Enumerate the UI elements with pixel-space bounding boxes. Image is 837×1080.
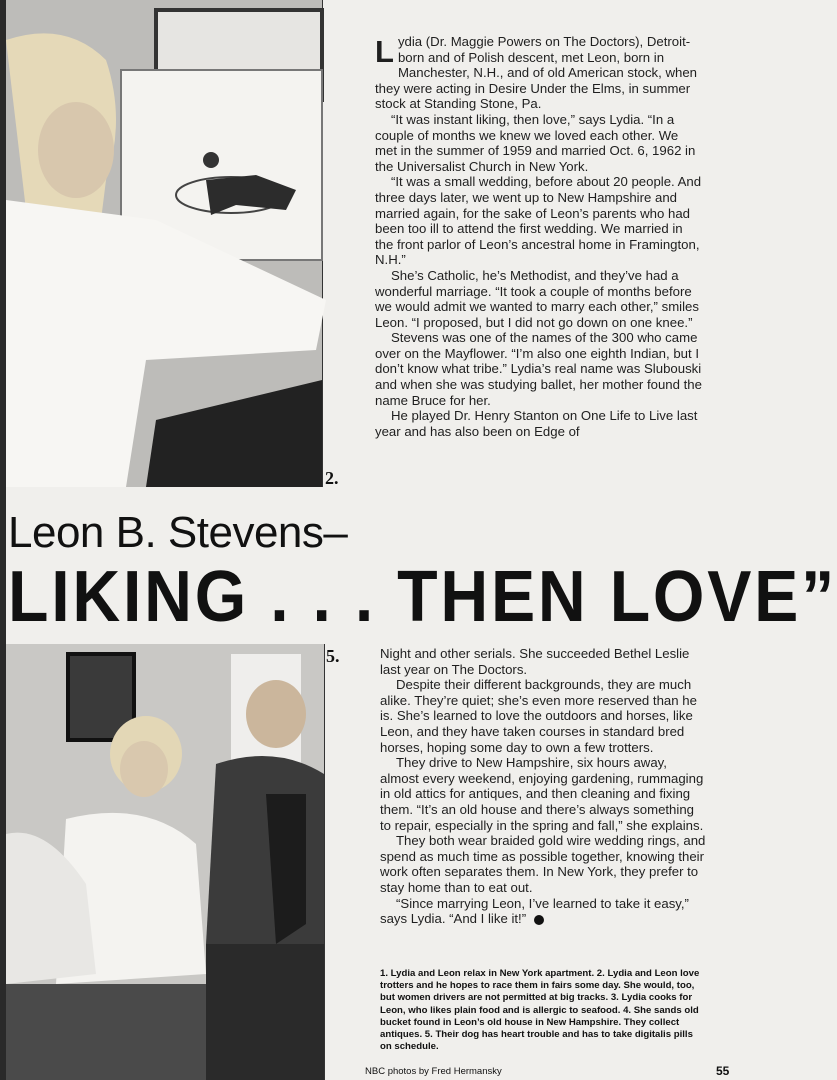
photo-bottom-number: 5. <box>326 646 340 666</box>
photo-caption: 1. Lydia and Leon relax in New York apartment. 2. Lydia and Leon love trotters and he hopes to race them in fairs some day. She would, too, but women drivers are not permitted at big tracks. 3. Lydia cooks for Leon, who likes plain food and is allergic to seafood. 4. She sands old bucket found in Leon’s old house in New Hampshire. They collect antiques. 5. Their dog has heart trouble and has to take digitalis pills on schedule. <box>380 968 700 1053</box>
headline-subtitle: Leon B. Stevens– <box>8 508 348 557</box>
paragraph: “It was a small wedding, before about 20 people. And three days later, we went up to New Hampshire and married again, for the sake of Leon’s parents who had been too ill to attend the first wedding. We married in the front parlor of Leon’s ancestral home in Framington, N.H.” <box>375 174 702 268</box>
photo-illustration <box>6 0 322 487</box>
paragraph: Despite their different backgrounds, they are much alike. They’re quiet; she’s even more reserved than he is. She’s learned to love the outdoors and horses, like Leon, and they have taken courses in standard bred horses, hoping some day to own a few trotters. <box>380 677 697 755</box>
article-column-bottom <box>380 646 706 927</box>
paragraph: They drive to New Hampshire, six hours away, almost every weekend, enjoying gardening, rummaging in old attics for antiques, and then cleaning and fixing them. “It’s an old house and there’s always something to repair, especially in the spring and fall,” she explains. <box>380 755 704 833</box>
end-mark-icon <box>534 915 544 925</box>
photo-couple-with-dog <box>6 644 325 1080</box>
paragraph: They both wear braided gold wire wedding rings, and spend as much time as possible together, knowing their work often separates them. In New York, they prefer to stay home than to eat out. <box>380 833 706 895</box>
paragraph-closing <box>380 896 706 927</box>
dropcap: L <box>375 34 394 69</box>
paragraph-text: ydia (Dr. Maggie Powers on The Doctors), Detroit-born and of Polish descent, met Leon, born in Manchester, N.H., and of old American stock, when they were acting in Desire Under the Elms, in summer stock at Standing Stone, Pa. <box>375 34 697 112</box>
photo-illustration <box>6 644 324 1080</box>
page-number: 55 <box>716 1064 730 1078</box>
paragraph <box>375 34 703 112</box>
paragraph: “It was instant liking, then love,” says Lydia. “In a couple of months we knew we loved each other. We met in the summer of 1959 and married Oct. 6, 1962 in the Universalist Church in New York. <box>375 111 696 174</box>
photo-top-number: 2. <box>325 468 339 488</box>
headline-title: LIKING . . . THEN LOVE” <box>8 557 837 637</box>
photo-lydia-horse-print <box>6 0 323 487</box>
photo-credit: NBC photos by Fred Hermansky <box>365 1066 502 1077</box>
paragraph: Stevens was one of the names of the 300 who came over on the Mayflower. “I’m also one eighth Indian, but I don’t know what tribe.” Lydia’s real name was Slubouski and when she was studying ballet, her mother found the name Bruce for her. <box>375 330 702 408</box>
paragraph: Night and other serials. She succeeded Bethel Leslie last year on The Doctors. <box>380 646 690 677</box>
paragraph: She’s Catholic, he’s Methodist, and they’ve had a wonderful marriage. “It took a couple of months before we would admit we wanted to marry each other,” smiles Leon. “I proposed, but I did not go down on one knee.” <box>375 267 699 330</box>
article-column-top <box>375 34 703 439</box>
paragraph-text: “Since marrying Leon, I’ve learned to take it easy,” says Lydia. “And I like it!” <box>380 895 689 927</box>
paragraph: He played Dr. Henry Stanton on One Life to Live last year and has also been on Edge of <box>375 408 698 439</box>
